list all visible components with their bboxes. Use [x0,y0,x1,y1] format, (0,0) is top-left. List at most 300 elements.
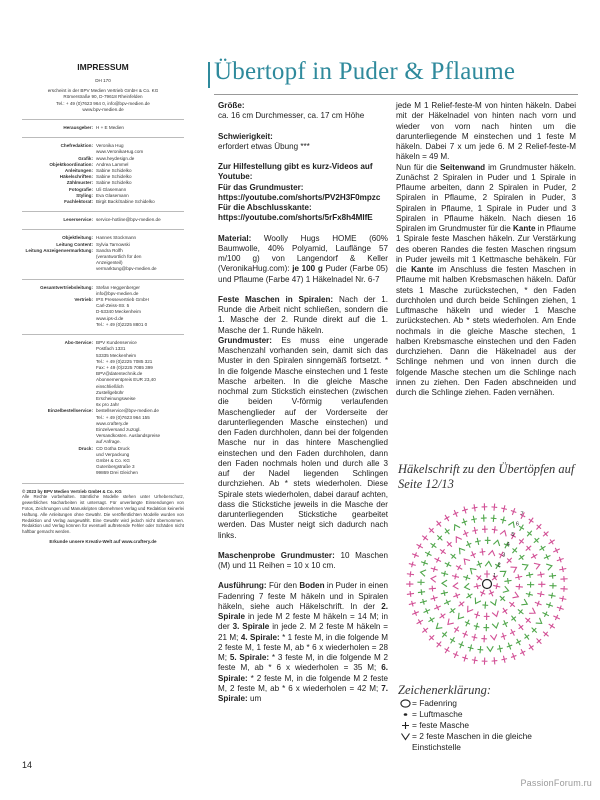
legend [398,698,578,753]
plus-stitch [485,537,491,544]
plus-stitch [492,657,498,664]
plus-stitch [453,510,458,517]
plus-stitch [501,505,507,512]
plus-stitch [422,536,428,541]
size-label: Größe: [218,101,245,110]
round-number: 3 [502,552,506,559]
impressum-label: Leitung Content: [56,241,93,247]
publisher-line: Tel.: + 49 (0)7623 964 0, info@bpv-medien.de [56,100,150,106]
legend-text: = Luftmasche [412,709,463,719]
impressum-value: bestellservice@bpv-medien.de Tel.: + 49 (0)7623 964 155 www.craftery.de Einzelversand zuzügl. Versandkosten. Auslandspreise auf Anfrage. [96,408,161,445]
plus-stitch [468,644,474,651]
col2-text: in Pflaume 1 Spirale feste Maschen häkeln. Zur Verstärkung des oberen Randes die festen Maschen ringsum in Puder jeweils mit 1 Kettmasche behäkeln. Für die [396,224,577,274]
plus-stitch [450,637,455,643]
impressum-row [22,248,184,273]
divider [22,483,184,484]
impressum-label: Gesamtvertriebsleitung: [40,284,93,290]
vee-stitch [421,570,427,576]
impressum-row [22,408,184,445]
plus-stitch [407,571,414,577]
plus-stitch [492,526,498,533]
plus-stitch [481,514,487,521]
plus-stitch [480,590,485,596]
impressum-label: Styling: [76,192,93,198]
plus-stitch [445,528,450,534]
vee-icon [398,731,412,741]
plus-stitch [537,591,544,597]
plus-stitch [516,584,523,590]
plus-stitch [515,574,522,580]
plus-stitch [549,539,555,544]
difficulty-text: erfordert etwas Übung *** [218,141,310,151]
plus-stitch [472,657,478,664]
plus-stitch [511,653,516,660]
vee-stitch [490,634,496,639]
execution-text: um [249,694,262,703]
plus-stitch [472,527,478,534]
plus-stitch [480,548,486,555]
vee-stitch [453,583,458,589]
plus-stitch [465,620,470,626]
impressum-label: Anleitungen: [64,168,93,174]
plus-stitch [409,601,416,607]
round-number: 1 [493,572,497,579]
plus-stitch [519,525,524,531]
legend-row [398,698,578,709]
round-number: 7 [520,511,524,518]
impressum-label: Objektleitung: [62,235,93,241]
plus-stitch [477,561,482,568]
plus-stitch [462,655,468,662]
video-intro: Zur Hilfestellung gibt es kurz-Videos auf Youtube: [218,162,373,182]
gauge-label: Maschenprobe Grundmuster: [218,550,335,560]
impressum-value: Hannes Stockmann [96,235,137,241]
vee-stitch [492,611,498,617]
plus-stitch [452,574,459,580]
plus-stitch [553,615,559,620]
execution-text: * 3 feste M, in die folgende M 2 feste M, ab * 6 x wiederholen = 35 M; [218,653,389,673]
round-number: 6 [515,521,519,528]
plus-stitch [429,635,434,640]
center-ring [483,580,492,589]
plus-stitch [425,551,431,556]
plus-stitch [472,504,478,511]
plus-stitch [412,610,419,615]
execution-label: Ausführung: [218,581,267,591]
plus-stitch [534,538,539,543]
plus-stitch [553,548,559,553]
plus-stitch [424,608,431,613]
impressum-row [22,199,184,205]
material-label: Material: [218,233,252,243]
plus-stitch [542,612,548,617]
vee-stitch [454,525,460,531]
plus-stitch [538,581,545,587]
plus-stitch [421,560,428,565]
text-column-1 [218,101,388,704]
plus-stitch [477,646,483,653]
plus-stitch [450,608,456,613]
difficulty-label: Schwierigkeit: [218,131,273,141]
plus-stitch [497,645,503,652]
plus-stitch [536,524,541,529]
pattern-label: Grundmuster: [218,335,272,345]
plus-stitch [484,570,490,577]
chart-heading: Häkelschrift zu den Übertöpfen auf Seite 12/13 [398,462,575,491]
plus-stitch [431,566,438,572]
publisher-line: www.bpv-medien.de [82,106,124,112]
plus-stitch [549,624,555,629]
plus-stitch [544,554,551,559]
plus-stitch [466,593,472,598]
plus-stitch [507,643,512,650]
publisher-line: Römerstraße 90, D-79618 Rheinfelden [63,94,143,100]
plus-stitch [476,576,482,581]
vee-stitch [488,551,494,556]
plus-stitch [546,602,553,607]
vee-stitch [442,580,447,586]
plus-stitch [491,515,497,522]
plus-stitch [526,572,533,578]
impressum-sidebar [22,62,184,545]
col2-text: im Grundmuster häkeln. Zunächst 2 Spiralen in Puder und 1 Spirale in Pflaume arbeiten, dann 2 Spiralen in Puder, 2 Spiralen in Pflaume, 2 Spiralen in Puder, 3 Spiralen in Pflaume, 1 Spirale in Puder und 3 Spiralen in Pflaume häkeln. Nach diesen 16 Spiralen im Grundmuster für die [396,162,577,233]
plus-stitch [491,504,497,511]
material-text: Woolly Hugs HOME (60% Baumwolle, 40% Polyamid, Lauflänge 57 m/100 g) von Langendorf & Keller (VeronikaHug.com): [218,233,388,274]
plus-stitch [557,606,564,611]
impressum-row [22,217,184,223]
impressum-row [22,297,184,328]
execution-highlight: 6. Spirale: [218,663,389,683]
plus-stitch [442,632,447,638]
divider [22,334,184,335]
plus-stitch [471,551,476,558]
impressum-label: Herausgeber: [63,125,93,131]
impressum-block-2 [22,143,184,205]
impressum-publisher [22,78,184,113]
plus-stitch [531,554,537,559]
vee-stitch [510,567,516,573]
execution-text: * 1 feste M, in die folgende M 2 feste M, 1 feste M, ab * 6 x wiederholen = 28 M; [218,632,389,662]
spiral-text: Nach der 1. Runde die Arbeit nicht schließen, sondern die 1. Masche der 2. Runde direkt auf die 1. Masche der 1. Runde häkeln. [218,294,388,335]
plus-stitch [559,596,566,602]
plus-stitch [456,565,462,570]
plus-stitch [407,591,414,597]
material-amount: je 100 g [292,264,323,274]
publisher-line: erscheint in der BPV Medien Vertrieb GmbH & Co. KG [47,88,159,94]
plus-stitch [418,589,425,595]
plus-stitch [474,623,480,630]
impressum-value: Eva Glasemann [96,192,129,198]
plus-stitch [526,546,531,551]
plus-stitch [509,602,515,607]
plus-stitch [482,526,488,533]
plus-stitch [463,631,468,638]
plus-stitch [431,543,437,548]
divider [22,137,184,138]
impressum-value: Stefan Heggenberger info@bpv-medien.de [96,284,140,296]
plus-stitch [484,613,490,620]
impressum-value: Uli Glasemann [96,186,127,192]
plus-stitch [435,557,441,562]
plus-stitch [511,508,516,515]
ring-icon [398,698,412,708]
spiral-label: Feste Maschen in Spiralen: [218,294,334,304]
dot-icon [398,709,412,719]
impressum-value: IPS Pressevertrieb GmbH Carl-Zeiss-Str. 5 D-53340 Meckenheim www.ips-d.de Tel.: + 49 (0)2225 8801 0 [96,297,149,327]
execution-text: * 2 feste M, in die folgende M 2 feste M, 2 feste M, ab * 6 x wiederholen = 42 M; [218,673,389,693]
plus-stitch [429,528,434,533]
plus-stitch [474,611,479,618]
impressum-label: Zählmuster: [66,180,93,186]
impressum-label: Leserservice: [63,217,93,223]
legend-title: Zeichenerklärung: [398,683,492,697]
plus-stitch [463,530,468,537]
round-number: 4 [506,542,510,549]
plus-stitch [440,614,446,619]
impressum-block-4 [22,235,184,272]
plus-stitch [500,596,505,601]
divider [22,119,184,120]
vee-stitch [490,599,496,605]
vee-stitch [436,623,442,629]
vee-stitch [464,559,470,565]
legend-text: = 2 feste Maschen in die gleiche Einstichstelle [412,731,532,752]
plus-stitch [503,620,508,627]
plus-stitch [474,583,481,589]
vee-stitch [458,613,464,619]
col2-highlight: Seitenwand [440,162,486,172]
plus-stitch [543,532,548,537]
plus-stitch [524,634,529,640]
vee-stitch [512,592,518,598]
impressum-row [22,446,184,477]
vee-stitch [546,564,552,570]
plus-stitch [532,628,537,633]
execution-highlight: 2. Spirale [218,601,389,621]
plus-stitch [445,647,450,653]
impressum-footer [22,539,184,545]
plus-stitch [518,609,524,614]
plus-stitch [529,518,534,524]
plus-stitch [428,617,434,622]
video-abschluss-url[interactable]: https://youtube.com/shorts/5rFx8h4MIfE [218,213,373,223]
video-grund-label: Für das Grundmuster: [218,182,304,192]
plus-stitch [560,576,567,582]
plus-stitch [537,572,544,578]
plus-stitch [471,516,477,523]
plus-stitch [482,503,488,510]
impressum-label: Vertrieb: [74,297,93,303]
plus-stitch [549,583,556,589]
impressum-code: DH 170 [95,78,111,83]
execution-text: in jede M 2 feste M häkeln = 14 M; in der [218,612,388,632]
vee-stitch [521,599,527,605]
legend-row [398,720,578,731]
col2-text: Nun für die [396,162,438,172]
plus-stitch [501,656,507,663]
plus-stitch [501,633,506,640]
plus-stitch [462,519,467,526]
plus-stitch [489,590,494,596]
impressum-value: service-hotline@bpv-medien.de [96,217,161,223]
execution-text: in Puder in einen Fadenring 7 feste M häkeln und in Spiralen häkeln, siehe auch Häkelschrift. In der [218,581,388,611]
video-grund-url[interactable]: https://youtube.com/shorts/PV2H3F0mpzc [218,192,381,202]
vee-stitch [492,622,498,628]
plus-stitch [459,641,464,648]
size-text: ca. 16 cm Durchmesser, ca. 17 cm Höhe [218,111,365,121]
impressum-label: Grafik: [78,155,93,161]
plus-stitch [453,593,460,598]
impressum-legal [22,489,184,535]
plus-stitch [535,601,542,606]
plus-stitch [453,651,458,658]
impressum-block-6 [22,340,184,476]
vee-stitch [465,583,470,589]
vee-stitch [485,561,491,566]
plus-stitch [444,600,451,605]
execution-highlight: 4. Spirale: [240,632,280,642]
impressum-value: Sabine Schidelko [96,180,132,186]
impressum-block-1 [22,125,184,131]
page-number: 14 [22,760,33,770]
plus-stitch [539,546,545,551]
vee-stitch [459,548,465,554]
legend-row [398,731,578,753]
col2-paragraph-1: jede M 1 Relief-feste-M von hinten häkeln. Dabei mit der Häkelnadel von hinten nach vorn und wieder von vorn nach hinten um die darunterliegende M einstechen und 1 feste M häkeln. Dabei 7 x um jede 6. M 2 Relief-feste-M häkeln = 49 M. [396,101,576,162]
col2-highlight: Kante [411,265,434,274]
copyright: © 2023 by BPV Medien Vertrieb GmbH & Co. KG [22,488,122,494]
vee-stitch [431,576,436,582]
plus-stitch [519,555,525,560]
plus-stitch [483,624,489,631]
execution-highlight: 3. Spirale [232,622,270,632]
impressum-value: Sabine Schidelko [96,168,132,174]
video-abschluss-label: Für die Abschlusskante: [218,203,312,212]
impressum-row [22,340,184,408]
plus-stitch [519,539,524,545]
vee-stitch [448,619,454,625]
vee-stitch [475,598,481,604]
plus-stitch [516,639,521,645]
plus-stitch [462,507,468,514]
plus-stitch [503,608,508,614]
round-number: 2 [497,562,501,569]
vee-stitch [534,563,540,569]
impressum-row [22,285,184,297]
impressum-value: BPV Kundenservice Postfach 1331 53335 Meckenheim Tel.: + 49 (0)2225 7085 321 Fax: + 49 (0)2225 7085 399 BPV@datentechnik.de Abonnementpreis EUR 23,40 einschließlich Zustellgebühr Erscheinungsweise 6x pro Jahr [96,340,156,408]
plus-stitch [463,575,470,580]
impressum-value: Birgit Back/Sabine Schidelko [96,199,155,205]
divider [22,279,184,280]
plus-stitch [420,599,427,605]
plus-stitch [466,541,471,548]
plus-stitch [422,628,428,633]
text-column-2 [396,101,576,398]
execution-highlight: 7. Spirale: [218,683,388,703]
divider [22,229,184,230]
plus-stitch [437,535,442,540]
execution-highlight: Boden [299,581,325,591]
plus-stitch [481,635,487,642]
impressum-block-3 [22,217,184,223]
plus-stitch [525,618,530,623]
plus-stitch [429,586,436,592]
plus-stitch [437,521,442,527]
plus-stitch [441,590,448,596]
plus-stitch [459,602,465,607]
plus-stitch [493,583,500,589]
impressum-label: Chefredaktion: [60,143,93,149]
plus-stitch [507,558,512,563]
title-rule [214,94,578,95]
vee-stitch [522,564,528,570]
plus-stitch [417,619,423,624]
impressum-row [22,125,184,131]
legend-text: = Fadenring [412,698,457,708]
footer-link: Erkunde unsere Kreativ-Welt auf www.craftery.de [49,538,157,544]
plus-stitch [512,548,517,554]
vee-stitch [503,586,509,592]
impressum-label: Druck: [78,445,93,451]
round-number: 5 [511,531,515,538]
vee-stitch [456,537,461,543]
watermark: PassionForum.ru [520,778,592,788]
material-text-2: Puder (Farbe 05) und Pflaume (Farbe 47) 1 Häkelnadel Nr. 6-7 [218,264,388,284]
plus-stitch [454,627,459,633]
plus-stitch [520,649,525,655]
impressum-value: H + E Medien [96,125,124,131]
plus-stitch [482,602,488,609]
crochet-chart [398,494,576,674]
plus-stitch [417,579,424,585]
vee-stitch [470,569,476,575]
plus-stitch [434,605,441,610]
impressum-value: Sabine Schidelko [96,174,132,180]
impressum-label: Häkelschriften: [59,174,93,180]
plus-stitch [437,642,442,648]
impressum-label: Einzelbestellservice: [47,408,93,414]
impressum-value: CD Gotha Druck und Verpackung GmbH & Co. KG Gutenbergstraße 3 99869 Drei Gleichen [96,445,138,476]
col2-text: im Anschluss die festen Maschen in Pflaume mit halben Krebsmaschen häkeln. Dafür stets 1 Masche zurückstechen, * den Faden durchholen und durch beide Schlingen ziehen, 1 Luftmasche häkeln und wieder 1 Masche zurückstechen. Ab * stets wiederholen. Am Ende nochmals in die gleiche Masche stechen, 1 halben Krebsmasche einstechen und den Faden durchziehen. Dann die Häkelnadel aus der Schlinge nehmen und von innen durch die folgende Masche stechen um die Schlinge nach innen zu ziehen. Den Faden abschneiden und durch die Schlinge ziehen. Faden vernähen. [396,265,577,397]
plus-stitch [445,562,451,567]
execution-text: in jede 2. M 2 feste M häkeln = 21 M; [218,622,389,642]
vee-stitch [500,531,506,537]
vee-stitch [500,571,506,577]
col2-highlight: Kante [513,224,536,233]
vee-stitch [529,608,535,614]
plus-stitch [560,586,567,592]
impressum-value: Veronika Hug www.VeronikaHug.com [96,143,144,155]
execution-highlight: 5. Spirale: [229,653,270,662]
plus-icon [398,720,412,730]
plus-stitch [440,549,446,554]
plus-stitch [472,634,478,641]
plus-stitch [548,593,555,599]
impressum-value: Sylvia Tarnowski [96,241,130,247]
plus-stitch [527,531,532,537]
impressum-label: Leitung Anzeigenvermarktung: [25,247,93,253]
plus-stitch [527,582,534,588]
legend-text: = feste Masche [412,720,470,730]
plus-stitch [511,616,516,622]
plus-stitch [409,562,416,568]
impressum-title: IMPRESSUM [77,62,129,72]
plus-stitch [475,538,481,545]
impressum-value: Andrea Lammel [96,161,129,167]
impressum-label: Fachlektorat: [64,199,93,205]
title-accent-bar [208,62,210,88]
vee-stitch [536,618,542,624]
